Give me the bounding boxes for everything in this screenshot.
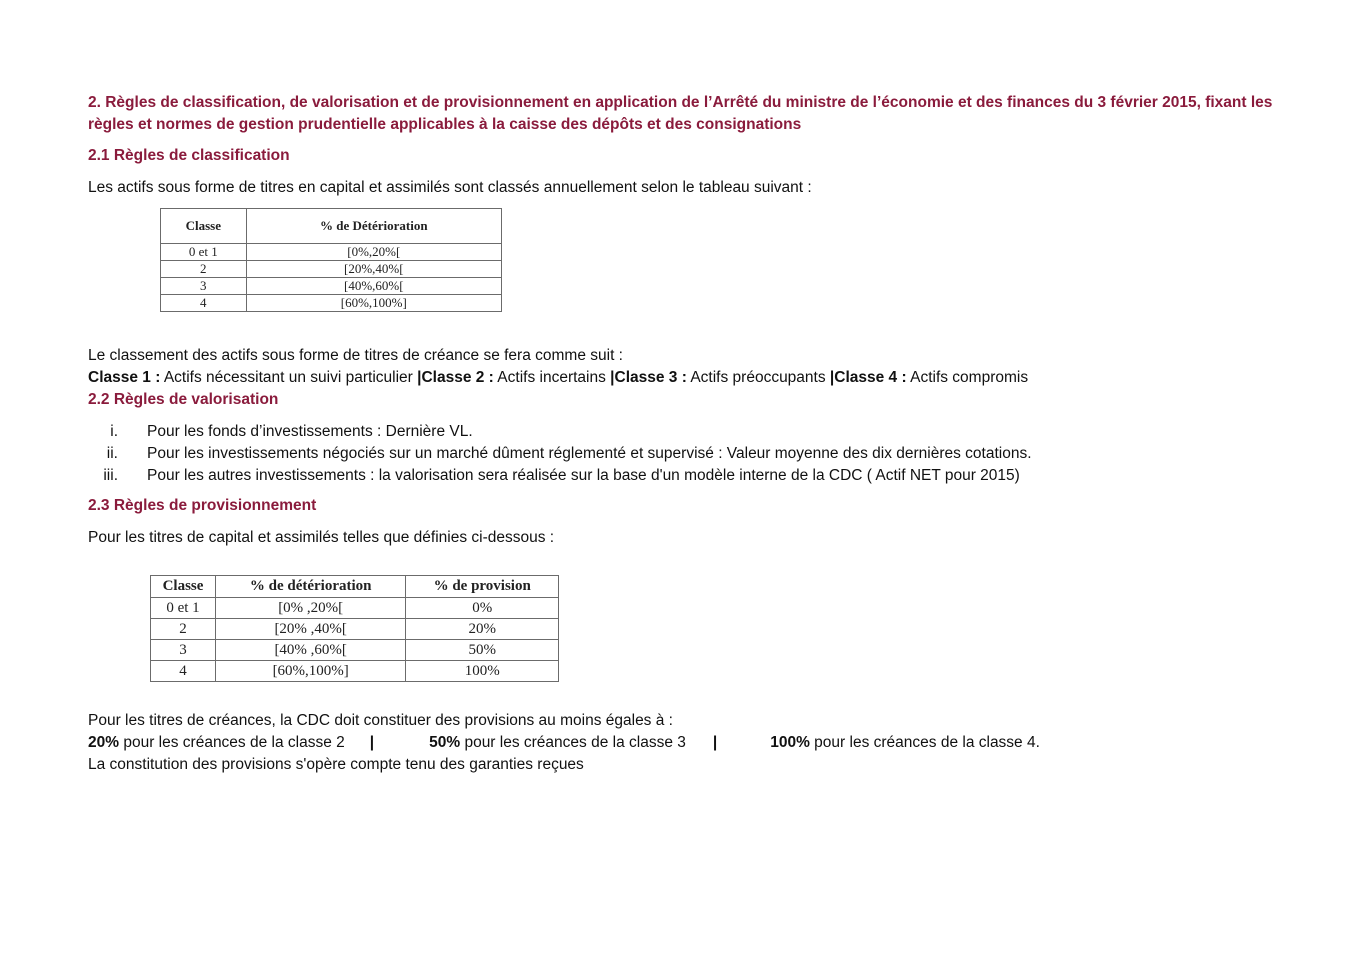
closing-text: La constitution des provisions s'opère compte tenu des garanties reçues	[88, 756, 584, 773]
classification-intro: Les actifs sous forme de titres en capital et assimilés sont classés annuellement selon le tableau suivant :	[88, 179, 812, 196]
creances-provision-intro: Pour les titres de créances, la CDC doit constituer des provisions au moins égales à :	[88, 712, 673, 729]
table-row	[161, 261, 502, 278]
cell-deterioration: [0% ,20%[	[215, 598, 405, 619]
cell-deterioration: [40% ,60%[	[215, 640, 405, 661]
main-heading: 2. Règles de classification, de valorisation et de provisionnement en application de l’Arrêté du ministre de l’économie et des finances du 3 février 2015, fixant les règles et normes de gestion prudentielle applicables à la caisse des dépôts et des consignations	[88, 94, 1273, 133]
cell-deterioration: [20% ,40%[	[215, 619, 405, 640]
col-header-deterioration: % de Détérioration	[246, 209, 501, 244]
list-item	[88, 421, 1288, 443]
separator: |	[417, 369, 422, 386]
cell-deterioration: [20%,40%[	[246, 261, 501, 278]
cell-classe: 4	[151, 661, 216, 682]
class-3-label: Classe 3 :	[614, 369, 687, 386]
table-row	[161, 278, 502, 295]
table-header-row	[161, 209, 502, 244]
cell-classe: 3	[151, 640, 216, 661]
class-1-label: Classe 1 :	[88, 369, 161, 386]
cell-deterioration: [60%,100%]	[215, 661, 405, 682]
provision-pct: 50%	[429, 734, 461, 751]
provision-text: pour les créances de la classe 2	[119, 734, 345, 751]
cell-classe: 2	[151, 619, 216, 640]
section-2-3-title: 2.3 Règles de provisionnement	[88, 497, 317, 514]
list-item-number: ii.	[106, 445, 118, 462]
class-1-text: Actifs nécessitant un suivi particulier	[160, 369, 418, 386]
creances-classification-intro: Le classement des actifs sous forme de titres de créance se fera comme suit :	[88, 347, 623, 364]
class-4-label: Classe 4 :	[834, 369, 907, 386]
table-row	[161, 244, 502, 261]
provision-table	[150, 575, 559, 682]
section-2-2-title: 2.2 Règles de valorisation	[88, 391, 279, 408]
provision-pct: 100%	[770, 734, 810, 751]
cell-deterioration: [40%,60%[	[246, 278, 501, 295]
cell-classe: 3	[161, 278, 247, 295]
creances-classes-line	[88, 367, 1288, 389]
class-2-text: Actifs incertains	[493, 369, 611, 386]
cell-provision: 0%	[406, 598, 559, 619]
list-item	[88, 443, 1288, 465]
separator: |	[712, 734, 718, 751]
cell-classe: 2	[161, 261, 247, 278]
col-header-deterioration: % de détérioration	[215, 576, 405, 598]
table-row	[151, 598, 559, 619]
col-header-classe: Classe	[161, 209, 247, 244]
provision-text: pour les créances de la classe 3	[460, 734, 686, 751]
list-item-text: Pour les investissements négociés sur un marché dûment réglementé et supervisé : Valeur moyenne des dix dernières cotations.	[147, 445, 1032, 462]
list-item-text: Pour les fonds d’investissements : Dernière VL.	[147, 423, 473, 440]
provision-rate-classe-3	[429, 732, 686, 754]
list-item-number: iii.	[103, 467, 118, 484]
col-header-classe: Classe	[151, 576, 216, 598]
classification-table	[160, 208, 502, 312]
table-row	[151, 661, 559, 682]
cell-classe: 0 et 1	[151, 598, 216, 619]
table-row	[151, 619, 559, 640]
separator: |	[369, 734, 375, 751]
list-item	[88, 465, 1288, 487]
provision-pct: 20%	[88, 734, 120, 751]
cell-classe: 0 et 1	[161, 244, 247, 261]
cell-deterioration: [0%,20%[	[246, 244, 501, 261]
separator: |	[829, 369, 835, 386]
cell-provision: 20%	[406, 619, 559, 640]
table-row	[151, 640, 559, 661]
provisionnement-intro: Pour les titres de capital et assimilés telles que définies ci-dessous :	[88, 529, 555, 546]
provision-text: pour les créances de la classe 4.	[809, 734, 1040, 751]
list-item-text: Pour les autres investissements : la valorisation sera réalisée sur la base d'un modèle interne de la CDC ( Actif NET pour 2015)	[147, 467, 1020, 484]
provision-rate-classe-4	[770, 732, 1040, 754]
valorisation-list	[88, 421, 1288, 487]
cell-deterioration: [60%,100%]	[246, 295, 501, 312]
cell-classe: 4	[161, 295, 247, 312]
class-4-text: Actifs compromis	[906, 369, 1029, 386]
separator: |	[610, 369, 615, 386]
col-header-provision: % de provision	[406, 576, 559, 598]
provision-rate-classe-2	[88, 732, 345, 754]
provision-rates-line	[88, 732, 1288, 754]
table-header-row	[151, 576, 559, 598]
class-3-text: Actifs préoccupants	[686, 369, 830, 386]
document-page	[88, 92, 1288, 776]
class-2-label: Classe 2 :	[421, 369, 494, 386]
table-row	[161, 295, 502, 312]
list-item-number: i.	[110, 423, 118, 440]
cell-provision: 50%	[406, 640, 559, 661]
cell-provision: 100%	[406, 661, 559, 682]
section-2-1-title: 2.1 Règles de classification	[88, 147, 290, 164]
